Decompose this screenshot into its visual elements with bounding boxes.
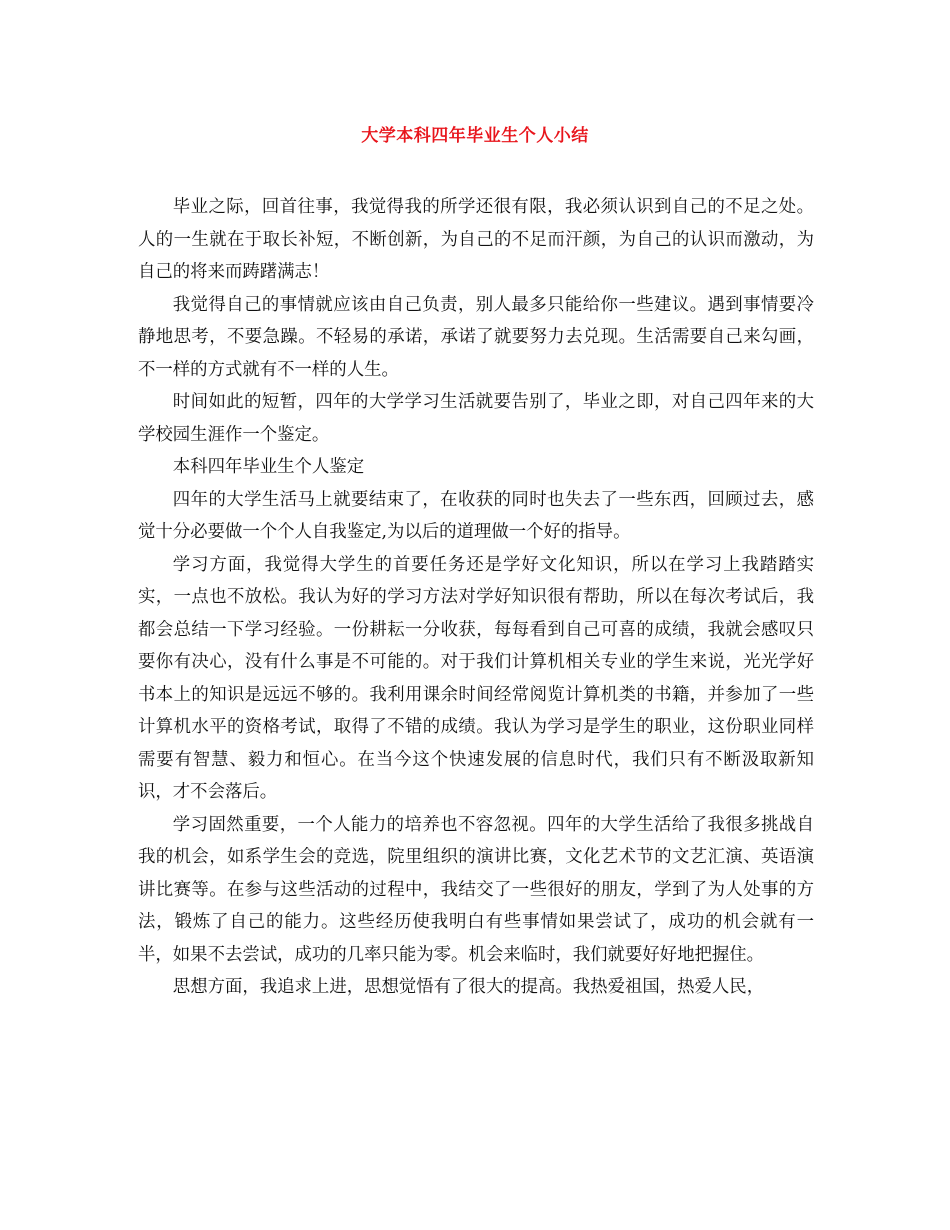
paragraph-7: 思想方面，我追求上进，思想觉悟有了很大的提高。我热爱祖国，热爱人民，: [172, 977, 765, 997]
paragraph-2: 我觉得自己的事情就应该由自己负责，别人最多只能给你一些建议。遇到事情要冷静地思考，不要急躁。不轻易的承诺，承诺了就要努力去兑现。生活需要自己来勾画，不一样的方式就有不一样的人生。: [138, 294, 814, 380]
paragraph-4: 四年的大学生活马上就要结束了，在收获的同时也失去了一些东西，回顾过去，感觉十分必要做一个个人自我鉴定,为以后的道理做一个好的指导。: [138, 489, 814, 542]
document-body: [138, 191, 814, 1004]
paragraph-6: 学习固然重要，一个人能力的培养也不容忽视。四年的大学生活给了我很多挑战自我的机会，如系学生会的竞选，院里组织的演讲比赛，文化艺术节的文艺汇演、英语演讲比赛等。在参与这些活动的过程中，我结交了一些很好的朋友，学到了为人处事的方法，锻炼了自己的能力。这些经历使我明白有些事情如果尝试了，成功的机会就有一半，如果不去尝试，成功的几率只能为零。机会来临时，我们就要好好地把握住。: [138, 814, 814, 965]
section-heading: 本科四年毕业生个人鉴定: [172, 457, 365, 477]
paragraph-1: 毕业之际，回首往事，我觉得我的所学还很有限，我必须认识到自己的不足之处。人的一生就在于取长补短，不断创新，为自己的不足而汗颜，为自己的认识而激动，为自己的将来而踌躇满志！: [138, 197, 814, 282]
paragraph-3: 时间如此的短暂，四年的大学学习生活就要告别了，毕业之即，对自己四年来的大学校园生涯作一个鉴定。: [138, 392, 814, 445]
paragraph-5: 学习方面，我觉得大学生的首要任务还是学好文化知识，所以在学习上我踏踏实实，一点也不放松。我认为好的学习方法对学好知识很有帮助，所以在每次考试后，我都会总结一下学习经验。一份耕耘一分收获，每每看到自己可喜的成绩，我就会感叹只要你有决心，没有什么事是不可能的。对于我们计算机相关专业的学生来说，光光学好书本上的知识是远远不够的。我利用课余时间经常阅览计算机类的书籍，并参加了一些计算机水平的资格考试，取得了不错的成绩。我认为学习是学生的职业，这份职业同样需要有智慧、毅力和恒心。在当今这个快速发展的信息时代，我们只有不断汲取新知识，才不会落后。: [138, 554, 814, 802]
document-title: 大学本科四年毕业生个人小结: [361, 126, 589, 146]
